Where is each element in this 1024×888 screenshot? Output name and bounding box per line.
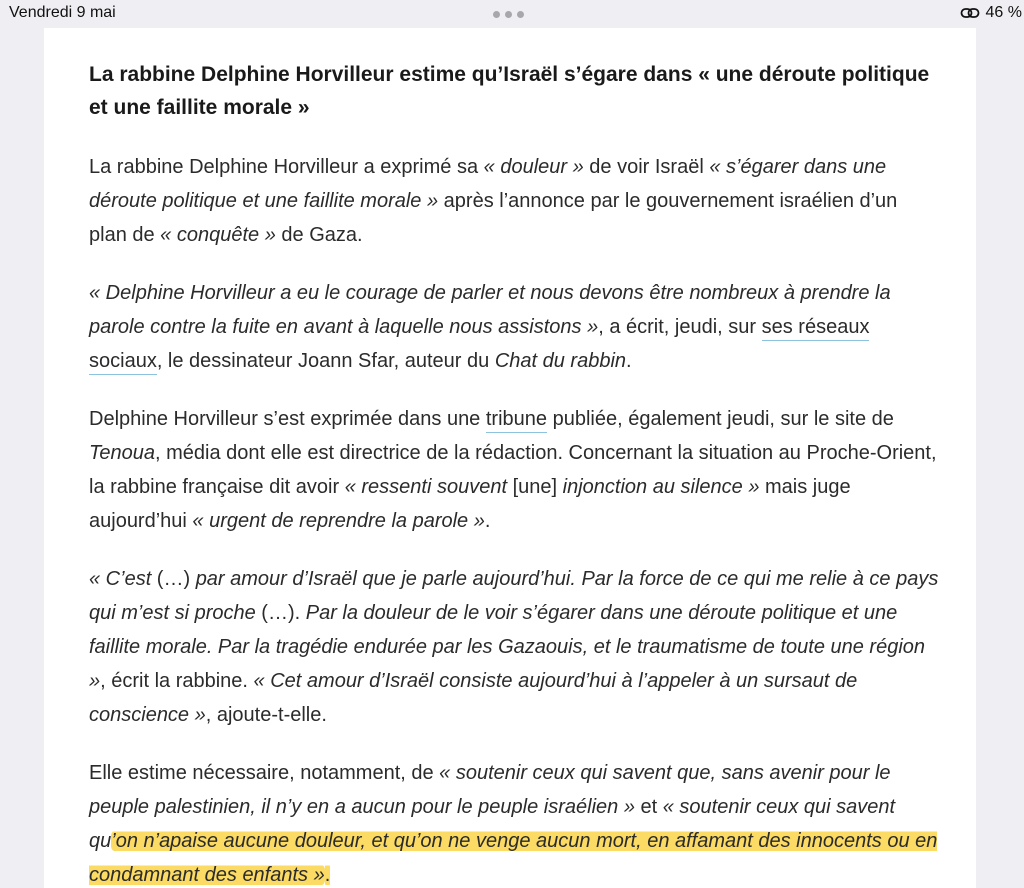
p1-text-2: de voir Israël	[583, 156, 710, 178]
multitasking-dots-icon[interactable]	[493, 11, 524, 18]
p3-text-4: [une]	[507, 476, 563, 498]
p5-text-2: et	[634, 796, 663, 818]
p4-quote-4: « Cet amour d’Israël consiste aujourd’hui à l’appeler à un sursaut de conscience »	[89, 670, 858, 726]
p5-quote-1: « soutenir ceux qui savent que, sans avenir pour le peuple palestinien, il n’y en a aucun pour le peuple israélien »	[89, 762, 891, 818]
p5-quote-2-start: « soutenir ceux qui savent qu	[89, 796, 896, 852]
battery-percent: 46 %	[985, 4, 1022, 21]
p2-text-2: , le dessinateur Joann Sfar, auteur du	[156, 350, 495, 372]
p2-text-3: .	[626, 350, 632, 372]
status-date: Vendredi 9 mai	[9, 4, 116, 21]
p4-quote-3: Par la douleur de le voir s’égarer dans une déroute politique et une faillite morale. Par la tragédie endurée par les Gazaouis, et le traumatisme de toute une région »	[89, 602, 926, 692]
p5-text-3: .	[324, 864, 331, 886]
social-networks-link[interactable]: ses réseaux sociaux	[89, 316, 869, 375]
p4-text-1: (…)	[151, 568, 196, 590]
p3-quote-2: injonction au silence »	[562, 476, 760, 498]
p2-text-1: , a écrit, jeudi, sur	[598, 316, 762, 338]
p1-text-4: de Gaza.	[275, 224, 363, 246]
p1-text-3: après l’annonce par le gouvernement israélien d’un plan de	[89, 190, 898, 246]
p4-quote-1: « C’est	[89, 568, 152, 590]
p3-text-3: , média dont elle est directrice de la rédaction. Concernant la situation au Proche-Orient, la rabbine française dit avoir	[89, 442, 937, 498]
p3-site-name: Tenoua	[89, 442, 155, 464]
p3-text-5: mais juge aujourd’hui	[89, 476, 851, 532]
p4-text-2: (…).	[255, 602, 306, 624]
article-card	[44, 28, 976, 888]
p1-quote-1: « douleur »	[483, 156, 584, 178]
p1-quote-3: « conquête »	[160, 224, 276, 246]
p2-quote-1: « Delphine Horvilleur a eu le courage de parler et nous devons être nombreux à prendre la parole contre la fuite en avant à laquelle nous assistons »	[89, 282, 891, 338]
p4-quote-2: par amour d’Israël que je parle aujourd’hui. Par la force de ce qui me relie à ce pays qui m’est si proche	[89, 568, 939, 624]
highlighted-quote: ’on n’apaise aucune douleur, et qu’on ne venge aucun mort, en affamant des innocents ou en condamnant des enfants »	[89, 830, 938, 886]
article-headline: La rabbine Delphine Horvilleur estime qu’Israël s’égare dans « une déroute politique et une faillite morale »	[89, 63, 930, 119]
paragraph-4	[89, 562, 939, 732]
article-content	[89, 58, 939, 888]
p4-text-3: , écrit la rabbine.	[100, 670, 254, 692]
p3-text-6: .	[484, 510, 491, 532]
p1-text-1: La rabbine Delphine Horvilleur a exprimé sa	[89, 156, 484, 178]
paragraph-3	[89, 402, 939, 538]
paragraph-1	[89, 150, 939, 252]
p3-quote-1: « ressenti souvent	[344, 476, 508, 498]
link-icon	[960, 6, 980, 20]
p3-text-1: Delphine Horvilleur s’est exprimée dans une	[89, 408, 486, 430]
p2-book-title: Chat du rabbin	[494, 350, 627, 372]
p3-quote-3: « urgent de reprendre la parole »	[192, 510, 485, 532]
tribune-link[interactable]: tribune	[486, 408, 547, 433]
status-right	[960, 4, 1022, 22]
status-bar	[0, 0, 1024, 28]
p1-quote-2: « s’égarer dans une déroute politique et une faillite morale »	[89, 156, 887, 212]
p5-text-1: Elle estime nécessaire, notamment, de	[89, 762, 440, 784]
paragraph-5	[89, 756, 939, 888]
p4-text-4: , ajoute-t-elle.	[205, 704, 327, 726]
p3-text-2: publiée, également jeudi, sur le site de	[547, 408, 894, 430]
paragraph-2	[89, 276, 939, 378]
